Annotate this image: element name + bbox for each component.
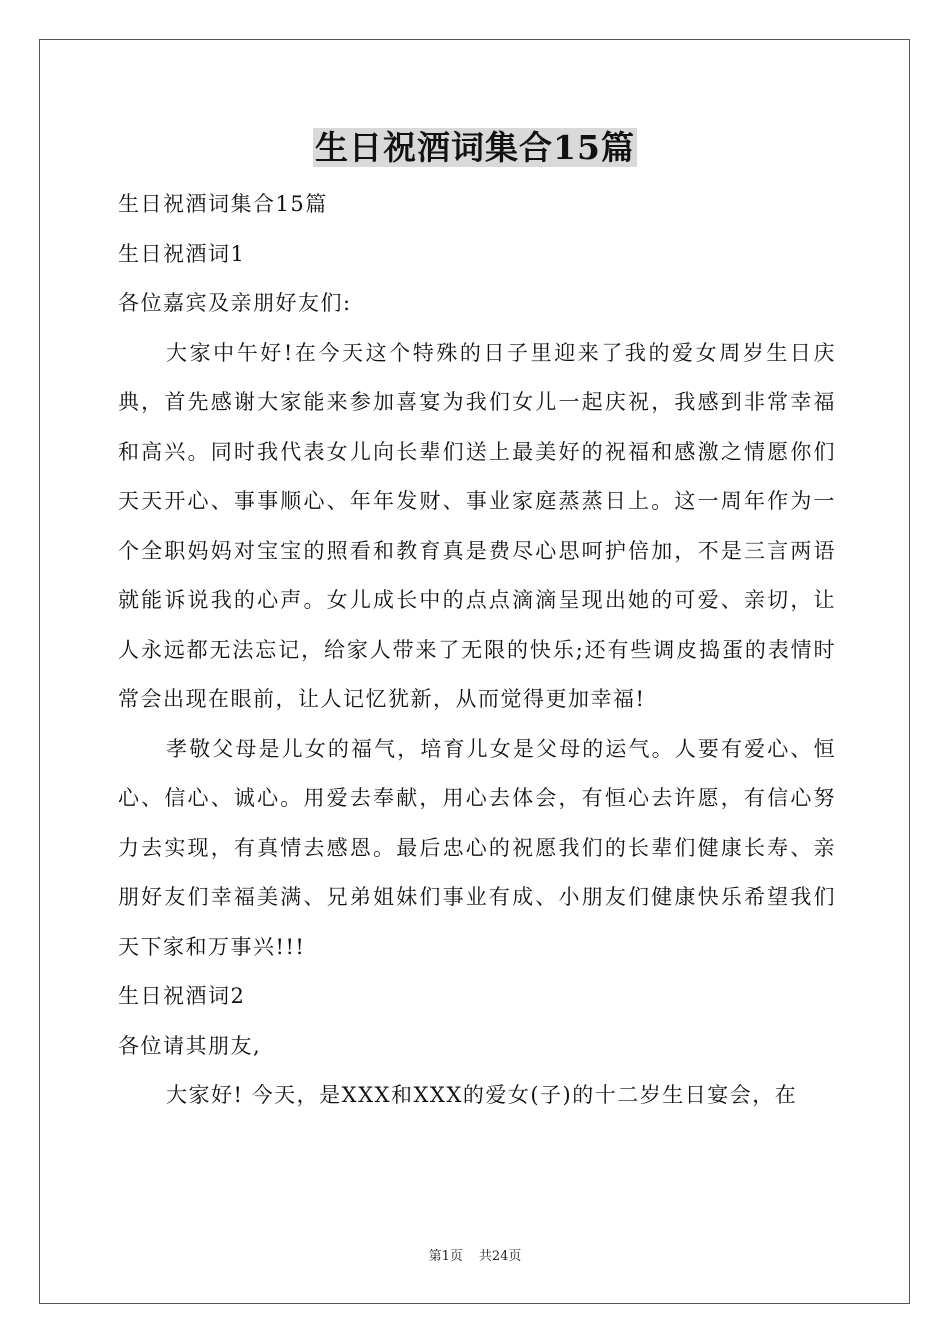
section-salutation: 各位请其朋友,	[118, 1033, 262, 1058]
document-title-text: 生日祝酒词集合15篇	[315, 128, 635, 167]
section-heading: 生日祝酒词2	[118, 984, 246, 1008]
document-subtitle: 生日祝酒词集合15篇	[118, 192, 328, 216]
section-salutation: 各位嘉宾及亲朋好友们:	[118, 291, 352, 315]
page-number: 第1页	[428, 1249, 463, 1264]
document-body	[118, 180, 836, 1121]
section-heading: 生日祝酒词1	[118, 241, 246, 266]
document-title	[0, 126, 950, 170]
body-paragraph: 孝敬父母是儿女的福气，培育儿女是父母的运气。人要有爱心、恒心、信心、诚心。用爱去奉献，用心去体会，有恒心去许愿，有信心努力去实现，有真情去感恩。最后忠心的祝愿我们的长辈们健康长寿、亲朋好友们幸福美满、兄弟姐妹们事业有成、小朋友们健康快乐希望我们天下家和万事兴!!!	[118, 736, 836, 959]
page-total: 共24页	[478, 1249, 522, 1264]
body-paragraph: 大家好! 今天，是XXX和XXX的爱女(子)的十二岁生日宴会，在	[166, 1083, 798, 1107]
page-footer	[0, 1248, 950, 1266]
body-paragraph: 大家中午好!在今天这个特殊的日子里迎来了我的爱女周岁生日庆典，首先感谢大家能来参加喜宴为我们女儿一起庆祝，我感到非常幸福和高兴。同时我代表女儿向长辈们送上最美好的祝福和感激之情愿你们天天开心、事事顺心、年年发财、事业家庭蒸蒸日上。这一周年作为一个全职妈妈对宝宝的照看和教育真是费尽心思呵护倍加，不是三言两语就能诉说我的心声。女儿成长中的点点滴滴呈现出她的可爱、亲切，让人永远都无法忘记，给家人带来了无限的快乐;还有些调皮捣蛋的表情时常会出现在眼前，让人记忆犹新，从而觉得更加幸福!	[118, 340, 836, 711]
